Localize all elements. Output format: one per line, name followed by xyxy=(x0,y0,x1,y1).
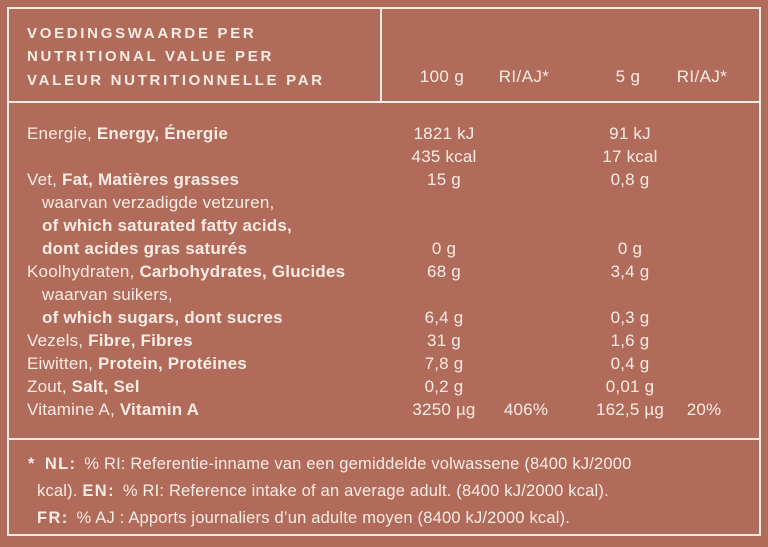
table-row xyxy=(9,352,759,375)
value-cell: 91 kJ xyxy=(609,124,651,143)
table-row xyxy=(9,214,759,237)
row-label: Eiwitten, Protein, Protéines xyxy=(27,354,248,373)
column-header-3: 5 g xyxy=(615,67,641,86)
row-label: of which saturated fatty acids, xyxy=(42,216,292,235)
title-line-nl: VOEDINGSWAARDE PER xyxy=(27,25,257,42)
value-cell: 6,4 g xyxy=(424,308,464,327)
row-label: Vet, Fat, Matières grasses xyxy=(27,170,240,189)
row-label: Vitamine A, Vitamin A xyxy=(27,400,200,419)
table-row xyxy=(9,283,759,306)
row-label: waarvan suikers, xyxy=(42,285,173,304)
footnote-line: * NL: % RI: Referentie-inname van een gemiddelde volwassene (8400 kJ/2000 xyxy=(28,455,632,473)
value-cell: 3,4 g xyxy=(610,262,650,281)
value-cell: 0,3 g xyxy=(610,308,650,327)
value-cell: 3250 µg xyxy=(412,400,476,419)
title-line-fr: VALEUR NUTRITIONNELLE PAR xyxy=(27,71,325,89)
table-row xyxy=(9,375,759,398)
table-row xyxy=(9,168,759,191)
row-label: of which sugars, dont sucres xyxy=(42,308,283,327)
footnote-line: kcal). EN: % RI: Reference intake of an average adult. (8400 kJ/2000 kcal). xyxy=(37,482,609,500)
value-cell: 20% xyxy=(686,400,722,419)
table-row xyxy=(9,398,759,421)
value-cell: 7,8 g xyxy=(424,354,464,373)
footnote-line: FR: % AJ : Apports journaliers d’un adulte moyen (8400 kJ/2000 kcal). xyxy=(37,509,571,527)
value-cell: 406% xyxy=(503,400,549,419)
table-row xyxy=(9,122,759,145)
row-label: Koolhydraten, Carbohydrates, Glucides xyxy=(27,262,346,281)
title-line-en: NUTRITIONAL VALUE PER xyxy=(27,48,274,66)
column-header-4: RI/AJ* xyxy=(676,67,728,86)
table-row xyxy=(9,145,759,168)
value-cell: 1821 kJ xyxy=(413,124,475,143)
table-row xyxy=(9,306,759,329)
value-cell: 0 g xyxy=(431,239,457,258)
value-cell: 17 kcal xyxy=(602,147,658,166)
row-label: Energie, Energy, Énergie xyxy=(27,124,229,143)
value-cell: 162,5 µg xyxy=(595,400,665,419)
value-cell: 0,8 g xyxy=(610,170,650,189)
value-cell: 0 g xyxy=(617,239,643,258)
table-row xyxy=(9,260,759,283)
row-label: Zout, Salt, Sel xyxy=(27,377,140,396)
row-label: waarvan verzadigde vetzuren, xyxy=(42,193,275,212)
value-cell: 435 kcal xyxy=(411,147,477,166)
value-cell: 1,6 g xyxy=(610,331,650,350)
table-row xyxy=(9,329,759,352)
value-cell: 31 g xyxy=(427,331,461,350)
value-cell: 0,4 g xyxy=(610,354,650,373)
column-headers xyxy=(382,9,759,101)
row-label: dont acides gras saturés xyxy=(42,239,248,258)
value-cell: 0,01 g xyxy=(605,377,655,396)
value-cell: 15 g xyxy=(427,170,461,189)
value-cell: 68 g xyxy=(427,262,461,281)
footnote xyxy=(9,438,759,532)
column-header-1: 100 g xyxy=(419,67,465,86)
label-header xyxy=(9,9,759,103)
row-label: Vezels, Fibre, Fibres xyxy=(27,331,193,350)
header-title-block xyxy=(9,9,382,101)
nutrition-rows xyxy=(9,103,759,438)
column-header-2: RI/AJ* xyxy=(498,67,550,86)
table-row xyxy=(9,237,759,260)
label-frame xyxy=(7,7,761,536)
table-row xyxy=(9,191,759,214)
value-cell: 0,2 g xyxy=(424,377,464,396)
